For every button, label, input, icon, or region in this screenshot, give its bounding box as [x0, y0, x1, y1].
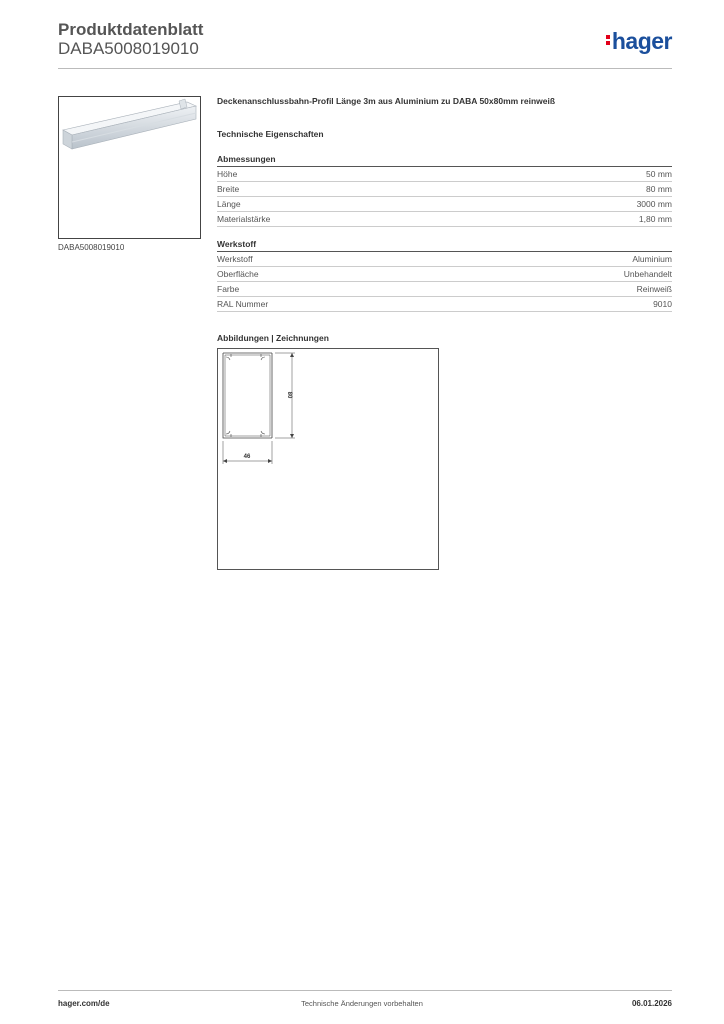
spec-label: Werkstoff	[217, 254, 253, 264]
height-dimension-label: 80	[286, 391, 292, 399]
profile-rail-icon	[59, 97, 200, 238]
spec-value: Reinweiß	[636, 284, 672, 294]
group-heading-dimensions: Abmessungen	[217, 154, 672, 167]
header-divider	[58, 68, 672, 69]
spec-value: 9010	[653, 299, 672, 309]
footer-date: 06.01.2026	[631, 999, 672, 1008]
spec-value: Unbehandelt	[623, 269, 672, 279]
width-dimension-label: 46	[243, 454, 251, 460]
document-title: Produktdatenblatt	[58, 20, 204, 39]
spec-value: 50 mm	[646, 169, 672, 179]
article-number: DABA5008019010	[58, 39, 199, 58]
spec-label: RAL Nummer	[217, 299, 269, 309]
group-heading-material: Werkstoff	[217, 239, 672, 252]
spec-label: Oberfläche	[217, 269, 259, 279]
drawings-heading: Abbildungen | Zeichnungen	[217, 333, 329, 343]
spec-label: Breite	[217, 184, 240, 194]
spec-label: Materialstärke	[217, 214, 271, 224]
logo-text: hager	[611, 28, 672, 54]
spec-value: 3000 mm	[636, 199, 672, 209]
product-name: Deckenanschlussbahn-Profil Länge 3m aus Aluminium zu DABA 50x80mm reinweiß	[217, 96, 556, 106]
spec-row	[217, 282, 672, 297]
product-image	[58, 96, 201, 239]
spec-row	[217, 267, 672, 282]
spec-row	[217, 167, 672, 182]
spec-row	[217, 197, 672, 212]
spec-row	[217, 182, 672, 197]
spec-label: Länge	[217, 199, 241, 209]
hager-logo	[606, 28, 672, 55]
spec-label: Höhe	[217, 169, 238, 179]
footer-website-link[interactable]: hager.com/de	[58, 999, 110, 1008]
spec-row	[217, 297, 672, 312]
spec-row	[217, 212, 672, 227]
technical-properties-heading: Technische Eigenschaften	[217, 129, 324, 139]
spec-row	[217, 252, 672, 267]
product-details	[217, 96, 672, 343]
logo-dots-icon	[606, 33, 610, 47]
product-image-caption: DABA5008019010	[58, 243, 125, 252]
profile-cross-section-drawing	[218, 349, 438, 569]
technical-drawing	[217, 348, 439, 570]
spec-value: 1,80 mm	[638, 214, 672, 224]
footer-divider	[58, 990, 672, 991]
spec-value: Aluminium	[632, 254, 672, 264]
spec-label: Farbe	[217, 284, 240, 294]
spec-value: 80 mm	[646, 184, 672, 194]
footer-note: Technische Änderungen vorbehalten	[301, 999, 423, 1008]
